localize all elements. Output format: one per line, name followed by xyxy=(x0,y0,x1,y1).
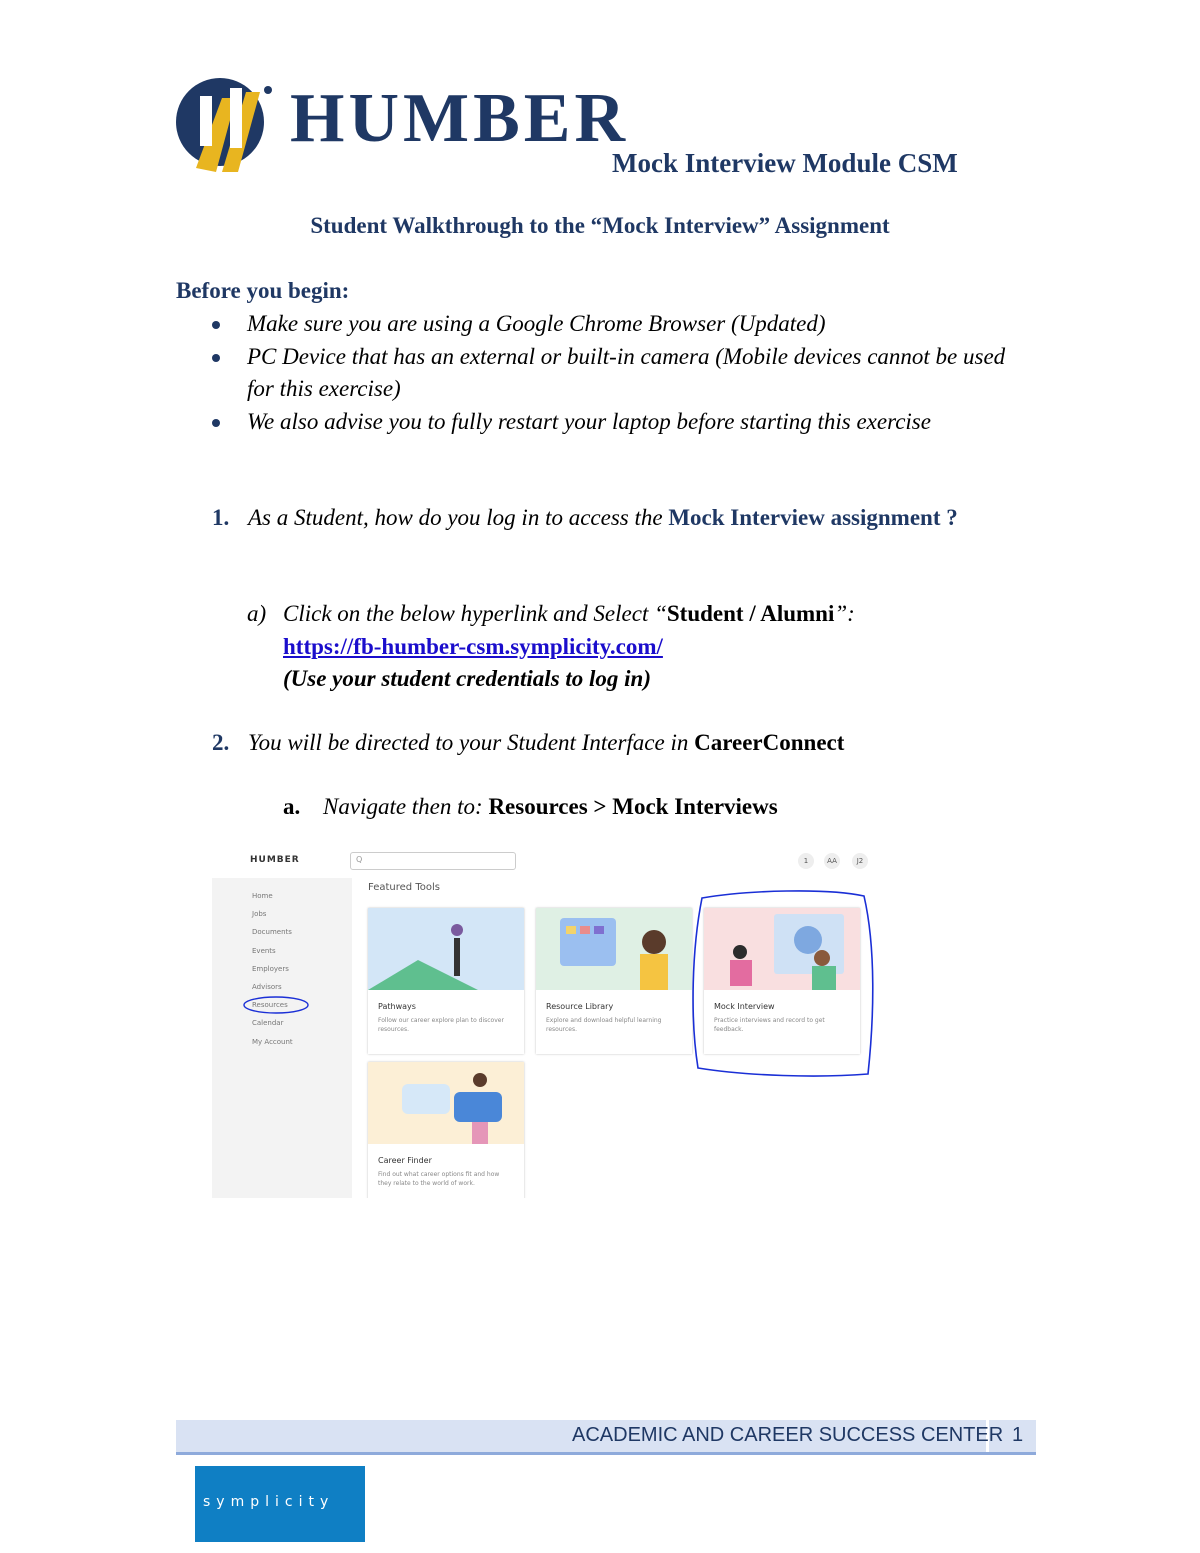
credentials-note: (Use your student credentials to log in) xyxy=(283,666,652,691)
sub-bold: Student / Alumni xyxy=(666,601,835,626)
step-number: 1. xyxy=(212,505,230,530)
sub-text: Click on the below hyperlink and Select “ xyxy=(283,601,667,626)
sub-text: Navigate then to: xyxy=(323,794,489,819)
sidebar-item-events[interactable]: Events xyxy=(252,947,276,955)
sub-bold: Resources > Mock Interviews xyxy=(488,794,778,819)
pathways-illustration xyxy=(368,908,524,990)
card-title: Resource Library xyxy=(546,1002,614,1011)
app-header xyxy=(212,846,884,878)
before-heading: Before you begin: xyxy=(176,278,350,303)
before-item: We also advise you to fully restart your laptop before starting this exercise xyxy=(176,406,1016,439)
card-title: Career Finder xyxy=(378,1156,432,1165)
card-title: Pathways xyxy=(378,1002,416,1011)
card-description: Explore and download helpful learning resources. xyxy=(546,1017,662,1033)
step-1a xyxy=(247,598,1043,696)
symplicity-logo xyxy=(195,1466,365,1542)
sidebar-item-jobs[interactable]: Jobs xyxy=(252,910,267,918)
humber-wordmark: HUMBER xyxy=(290,80,629,157)
sub-label: a. xyxy=(283,794,301,819)
app-logo: HUMBER xyxy=(250,855,300,865)
search-input[interactable] xyxy=(350,852,516,870)
avatar[interactable]: AA xyxy=(824,853,840,869)
notification-icon[interactable]: 1 xyxy=(798,853,814,869)
step-highlight: CareerConnect xyxy=(694,730,845,755)
step-number: 2. xyxy=(212,730,230,755)
before-item: Make sure you are using a Google Chrome Browser (Updated) xyxy=(176,308,1016,341)
mock-interview-highlight-circle xyxy=(688,888,880,1084)
section-title: Featured Tools xyxy=(368,882,440,893)
search-icon: Q xyxy=(356,855,363,864)
step-1 xyxy=(212,502,1008,535)
sub-text-end: ”: xyxy=(834,601,855,626)
sidebar-item-resources[interactable]: Resources xyxy=(252,1001,288,1009)
step-text: As a Student, how do you log in to access the xyxy=(248,505,669,530)
resources-highlight-circle xyxy=(242,994,312,1016)
settings-icon[interactable]: J2 xyxy=(852,853,868,869)
card-pathways[interactable] xyxy=(368,908,524,1054)
card-description: Practice interviews and record to get feedback. xyxy=(714,1017,825,1033)
portal-link[interactable]: https://fb-humber-csm.symplicity.com/ xyxy=(283,633,663,659)
card-resource-library[interactable] xyxy=(536,908,692,1054)
sidebar-item-home[interactable]: Home xyxy=(252,892,273,900)
step-2a xyxy=(283,791,1023,824)
career-finder-illustration xyxy=(368,1062,524,1144)
symplicity-wordmark: symplicity xyxy=(203,1494,335,1510)
before-list xyxy=(176,308,1016,438)
bullet-icon xyxy=(212,321,220,329)
step-highlight: Mock Interview assignment ? xyxy=(668,505,958,530)
card-career-finder[interactable] xyxy=(368,1062,524,1198)
sidebar-item-calendar[interactable]: Calendar xyxy=(252,1019,284,1027)
bullet-icon xyxy=(212,419,220,427)
sidebar-item-employers[interactable]: Employers xyxy=(252,965,289,973)
step-text: You will be directed to your Student Interface in xyxy=(248,730,695,755)
card-description: Follow our career explore plan to discover resources. xyxy=(378,1017,504,1033)
app-sidebar xyxy=(212,878,352,1198)
sub-label: a) xyxy=(247,601,267,626)
step-2 xyxy=(212,727,1048,760)
sidebar-item-advisors[interactable]: Advisors xyxy=(252,983,282,991)
bullet-icon xyxy=(212,354,220,362)
before-item: PC Device that has an external or built-in camera (Mobile devices cannot be used for this exercise) xyxy=(176,341,1016,406)
sidebar-item-documents[interactable]: Documents xyxy=(252,928,292,936)
page-number: 1 xyxy=(1012,1424,1024,1446)
card-title: Mock Interview xyxy=(714,1002,775,1011)
sidebar-item-my-account[interactable]: My Account xyxy=(252,1038,293,1046)
document-subtitle: Student Walkthrough to the “Mock Interview” Assignment xyxy=(310,213,890,238)
footer-center-name: ACADEMIC AND CAREER SUCCESS CENTER xyxy=(572,1424,1004,1446)
resource-library-illustration xyxy=(536,908,692,990)
card-description: Find out what career options fit and how they relate to the world of work. xyxy=(378,1171,500,1187)
careerconnect-screenshot xyxy=(212,846,884,1198)
module-title: Mock Interview Module CSM xyxy=(612,148,958,178)
